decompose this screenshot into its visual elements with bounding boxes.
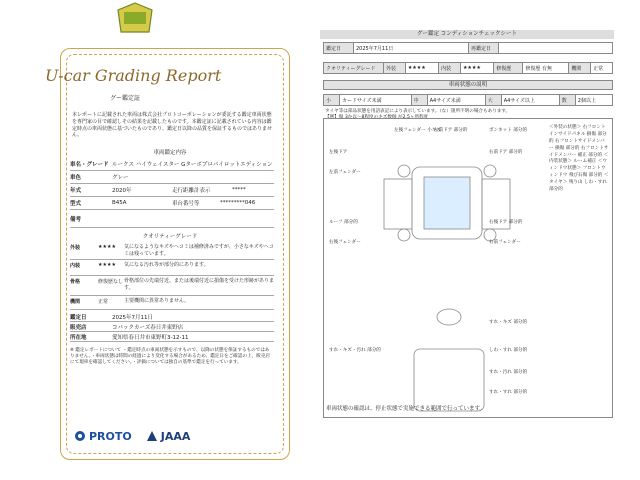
- count-value: 2個以上: [575, 95, 612, 106]
- interior-stars: ★★★★: [460, 63, 493, 74]
- label-wrinkle-1: しわ・すれ 部分的: [489, 348, 528, 353]
- quality-stars: 修復歴なし: [98, 279, 124, 285]
- quality-frame: [70, 276, 274, 296]
- next-date-key: 再鑑定日: [469, 43, 499, 54]
- quality-desc: 骨格部位の先端付近、または後端付近に損傷を受けた形跡があります。: [124, 278, 275, 291]
- row-key: 所在地: [70, 334, 87, 341]
- quality-engine: [70, 296, 274, 310]
- cert-body: 本レポートに記載された車両は株式会社プロトコーポレーションが委託する鑑定車両状態を専門家の目で確認しその結果を記載したものです。本鑑定証に記載されている内容は鑑定時点の車両状態に基づいたものであり、鑑定日以降の品質を保証するものではありません。: [72, 112, 273, 139]
- badge-text: グー鑑定: [165, 23, 183, 28]
- row-dealer: [70, 322, 274, 332]
- size-small-key: 小: [324, 95, 340, 106]
- exterior-key: 外装: [384, 63, 406, 74]
- quality-stars: 正常: [98, 299, 109, 305]
- row-key: 車名・グレード: [70, 162, 109, 168]
- quality-section-title: クオリティーグレード: [142, 234, 198, 240]
- car-diagram: [323, 118, 613, 418]
- jaaa-logo: [146, 430, 191, 443]
- quality-exterior: [70, 242, 274, 260]
- size-large-key: 大: [485, 95, 501, 106]
- logo-bar: [74, 426, 254, 446]
- appraisal-date-key: 鑑定日: [324, 43, 354, 54]
- quality-key: 骨格: [70, 279, 81, 285]
- label-dirt: すれ・汚れ 部分的: [489, 370, 528, 375]
- row-value: コバックカーズ春日井東野店: [112, 324, 184, 331]
- vehicle-section-title: 車両鑑定内容: [153, 150, 187, 156]
- row-name-grade: [70, 158, 274, 171]
- label-left-rear-fender: 左後フェンダー 小キズ: [394, 128, 441, 133]
- quality-desc: 主要機関に異常ありません。: [124, 298, 190, 304]
- row-address: [70, 332, 274, 342]
- size-legend-table: [323, 94, 613, 106]
- label-rub: すれ・すれ 部分的: [489, 390, 528, 395]
- interior-key: 内装: [439, 63, 461, 74]
- quality-key: 内装: [70, 263, 81, 269]
- row-value: B45A: [112, 200, 127, 206]
- label-left-front-fender: 左前フェンダー: [329, 170, 361, 175]
- label-roof: ルーフ 部分的: [329, 220, 358, 225]
- size-medium-key: 中: [411, 95, 427, 106]
- size-large-value: A4サイズ以上: [501, 95, 559, 106]
- label-right-rear-fender: 右後フェンダー: [329, 240, 361, 245]
- label-right-front-fender: 右前フェンダー: [489, 240, 521, 245]
- proto-logo: [74, 430, 132, 443]
- notes: ※ 鑑定レポートについて ・鑑定時点の車両状態を示すもので、以降の状態を保証するものではありません。・車両状態は時間の経過により変化する場合があるため、鑑定日をご確認の上、販売店にて現車を確認してください。・評価については独自の基準で鑑定を行っています。: [70, 348, 270, 366]
- row-key: 年式: [70, 188, 82, 194]
- repair-value: 修復歴 有無: [523, 63, 569, 74]
- proto-text: PROTO: [89, 429, 132, 443]
- grade-key: クオリティーグレード: [324, 63, 384, 74]
- state-header: 車両状態の説明: [323, 80, 613, 90]
- size-medium-value: A4サイズ未満: [427, 95, 485, 106]
- row-value: 2020年: [112, 188, 132, 194]
- sheet-footer: 車両状態の確認は、停止状態で実施できる範囲で行っています。: [326, 406, 486, 412]
- quality-desc: 気になる汚れ等が部分的にあります。: [124, 262, 209, 268]
- appraisal-date-value: 2025年7月11日: [354, 43, 469, 54]
- quality-key: 機関: [70, 299, 81, 305]
- count-key: 数: [559, 95, 575, 106]
- row-appraisal-date: [70, 312, 274, 322]
- quality-interior: [70, 260, 274, 276]
- row-key2: 車台番号等: [172, 201, 200, 207]
- row-key: 型式: [70, 201, 82, 207]
- label-scratch-1: すれ・キズ 部分的: [489, 320, 528, 325]
- goo-appraisal-badge: [116, 2, 154, 36]
- date-table: [323, 42, 613, 54]
- jaaa-text: JAAA: [160, 429, 191, 443]
- row-key: 販売店: [70, 324, 87, 331]
- exterior-stars: ★★★★: [405, 63, 438, 74]
- repair-key: 修復歴: [494, 63, 523, 74]
- label-bonnet: ボンネット 部分的: [489, 128, 528, 133]
- row-year: [70, 184, 274, 197]
- size-small-value: カードサイズ未満: [340, 95, 412, 106]
- row-model: [70, 197, 274, 210]
- label-right-rear-door: 右後ドア 部分的: [489, 220, 523, 225]
- label-left-rear-door: 左後ドア: [329, 150, 348, 155]
- row-remarks: [70, 210, 274, 228]
- row-key2: 走行距離計表示: [172, 188, 211, 194]
- row-value2: *********046: [220, 200, 256, 206]
- row-value2: *****: [232, 187, 246, 193]
- quality-stars: ★★★★: [98, 262, 116, 268]
- row-key: 備考: [70, 216, 82, 223]
- engine-key: 機関: [569, 63, 591, 74]
- note-line-1: タイヤ等は部品状態を用語表記により表示しています。（な）箇所不明の場合もあります。: [325, 109, 511, 114]
- quality-stars: ★★★★: [98, 244, 116, 250]
- row-color: [70, 171, 274, 184]
- label-scratch-dirt: すれ・キズ・汚れ 部分的: [329, 348, 381, 353]
- quality-desc: 気になるようなキズやヘコミは補修済みですが、小さなキズやヘコミは残っています。: [124, 244, 274, 257]
- row-key: 車色: [70, 175, 82, 181]
- quality-key: 外装: [70, 245, 81, 251]
- sheet-title: グー鑑定 コンディションチェックシート: [320, 30, 614, 39]
- jaaa-mark-icon: [146, 430, 158, 442]
- proto-mark-icon: [74, 430, 86, 442]
- row-value: 愛知県春日井市東野町3-12-11: [112, 334, 189, 341]
- row-value: グレー: [112, 175, 129, 181]
- note-line-2: 【例】傷 3か以～8程度のキズ数個 が2.5ヶ所程度: [325, 115, 429, 120]
- report-title: U-car Grading Report: [45, 66, 222, 85]
- next-date-value: [499, 43, 613, 54]
- label-left-front-door: 左前ドア 部分的: [434, 128, 468, 133]
- cert-title: グー鑑定証: [110, 95, 141, 102]
- grade-table: [323, 62, 613, 74]
- label-right-front-door: 右前ドア 部分的: [489, 150, 523, 155]
- engine-value: 正常: [591, 63, 613, 74]
- row-value: ルークス ハイウェイスター Gターボプロパイロットエディション: [112, 162, 273, 168]
- row-key: 鑑定日: [70, 314, 87, 321]
- side-notes: ＜外装の状態＞ 右フロントインサイドパネル 損傷 部分的 右フロントサイドメンバー 損傷 部分的 右フロントサイドメンバー 補正 部分的 ＜内装状態＞ ルーム補正 ＜ウィンドウ状態＞ フロントウィンドウ 飛び石傷 部分的 ＜タイヤ＞ 残り山 しわ・すれ 部分的: [549, 125, 609, 193]
- row-value: 2025年7月11日: [112, 314, 153, 321]
